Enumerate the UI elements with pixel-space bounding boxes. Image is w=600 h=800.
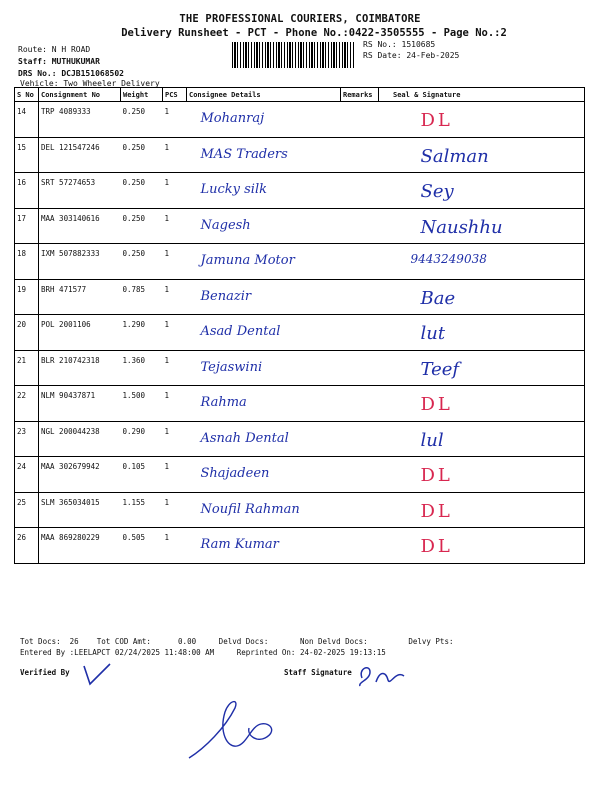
column-header: PCS: [163, 88, 187, 102]
serial-number-cell: 16: [15, 173, 39, 209]
drs-number: DRS No.: DCJB151068502: [18, 69, 124, 78]
handwritten-signature: 9443249038: [410, 252, 487, 266]
verified-signature-mark: [80, 660, 120, 688]
consignee-cell: [187, 386, 341, 422]
table-row: [15, 492, 585, 528]
handwritten-consignee: Shajadeen: [200, 466, 270, 481]
weight-cell: 0.250: [121, 102, 163, 138]
signature-cell: [379, 528, 585, 564]
signature-cell: [379, 137, 585, 173]
consignee-cell: [187, 350, 341, 386]
staff-label: Staff: MUTHUKUMAR: [18, 57, 100, 66]
consignee-cell: [187, 492, 341, 528]
weight-cell: 1.360: [121, 350, 163, 386]
column-header: Consignee Details: [187, 88, 341, 102]
remarks-cell: [341, 457, 379, 493]
weight-cell: 0.105: [121, 457, 163, 493]
handwritten-signature: Bae: [420, 287, 456, 309]
pieces-cell: 1: [163, 421, 187, 457]
table-header-row: [15, 88, 585, 102]
table-row: [15, 315, 585, 351]
runsheet-title: THE PROFESSIONAL COURIERS, COIMBATORE: [179, 13, 421, 25]
pieces-cell: 1: [163, 208, 187, 244]
staff-signature-label: Staff Signature: [284, 668, 352, 677]
handwritten-consignee: Lucky silk: [200, 182, 268, 197]
consignment-number-cell: BLR 210742318: [39, 350, 121, 386]
consignment-number-cell: NGL 200044238: [39, 421, 121, 457]
consignment-number-cell: MAA 303140616: [39, 208, 121, 244]
weight-cell: 0.250: [121, 244, 163, 280]
handwritten-consignee: Benazir: [200, 288, 252, 304]
consignment-number-cell: SRT 57274653: [39, 173, 121, 209]
remarks-cell: [341, 244, 379, 280]
rs-number: RS No.: 1510685: [363, 40, 436, 49]
serial-number-cell: 22: [15, 386, 39, 422]
handwritten-consignee: Mohanraj: [200, 111, 265, 126]
remarks-cell: [341, 492, 379, 528]
signature-cell: [379, 492, 585, 528]
consignee-cell: [187, 528, 341, 564]
pieces-cell: 1: [163, 528, 187, 564]
remarks-cell: [341, 350, 379, 386]
pieces-cell: 1: [163, 386, 187, 422]
pieces-cell: 1: [163, 173, 187, 209]
pieces-cell: 1: [163, 102, 187, 138]
serial-number-cell: 19: [15, 279, 39, 315]
pieces-cell: 1: [163, 457, 187, 493]
handwritten-consignee: Asad Dental: [200, 324, 281, 339]
remarks-cell: [341, 421, 379, 457]
staff-signature-mark: [356, 660, 416, 690]
signature-cell: [379, 244, 585, 280]
remarks-cell: [341, 102, 379, 138]
weight-cell: 0.250: [121, 137, 163, 173]
weight-cell: 1.500: [121, 386, 163, 422]
serial-number-cell: 25: [15, 492, 39, 528]
pieces-cell: 1: [163, 315, 187, 351]
signature-cell: [379, 386, 585, 422]
handwritten-signature: Teef: [420, 358, 460, 380]
handwritten-signature: lut: [420, 323, 446, 344]
vehicle-label: Vehicle: Two Wheeler Delivery: [20, 79, 160, 88]
consignment-number-cell: DEL 121547246: [39, 137, 121, 173]
remarks-cell: [341, 173, 379, 209]
consignee-cell: [187, 279, 341, 315]
pieces-cell: 1: [163, 244, 187, 280]
weight-cell: 0.505: [121, 528, 163, 564]
remarks-cell: [341, 137, 379, 173]
handwritten-signature: DL: [420, 465, 453, 486]
weight-cell: 0.250: [121, 208, 163, 244]
table-row: [15, 137, 585, 173]
consignee-cell: [187, 208, 341, 244]
verified-by-label: Verified By: [20, 668, 70, 677]
column-header: Weight: [121, 88, 163, 102]
route-label: Route: N H ROAD: [18, 45, 91, 54]
table-row: [15, 350, 585, 386]
consignee-cell: [187, 244, 341, 280]
weight-cell: 0.290: [121, 421, 163, 457]
handwritten-signature: DL: [420, 394, 453, 415]
table-row: [15, 208, 585, 244]
pieces-cell: 1: [163, 492, 187, 528]
barcode-image: [232, 42, 354, 68]
runsheet-subtitle: Delivery Runsheet - PCT - Phone No.:0422-3505555 - Page No.:2: [121, 27, 507, 39]
remarks-cell: [341, 279, 379, 315]
consignee-cell: [187, 457, 341, 493]
table-row: [15, 173, 585, 209]
runsheet-table: [14, 87, 585, 564]
pieces-cell: 1: [163, 350, 187, 386]
serial-number-cell: 18: [15, 244, 39, 280]
column-header: Consignment No: [39, 88, 121, 102]
signature-cell: [379, 315, 585, 351]
signature-cell: [379, 279, 585, 315]
handwritten-signature: Salman: [420, 145, 489, 167]
consignment-number-cell: TRP 4089333: [39, 102, 121, 138]
remarks-cell: [341, 528, 379, 564]
pieces-cell: 1: [163, 279, 187, 315]
serial-number-cell: 21: [15, 350, 39, 386]
remarks-cell: [341, 386, 379, 422]
table-row: [15, 457, 585, 493]
table-row: [15, 421, 585, 457]
handwritten-consignee: Asnah Dental: [200, 430, 289, 446]
weight-cell: 1.155: [121, 492, 163, 528]
signature-cell: [379, 173, 585, 209]
serial-number-cell: 20: [15, 315, 39, 351]
handwritten-consignee: Tejaswini: [200, 359, 263, 375]
consignment-number-cell: MAA 302679942: [39, 457, 121, 493]
totals-line: Tot Docs: 26 Tot COD Amt: 0.00 Delvd Docs: Non Delvd Docs: Delvy Pts:: [20, 637, 454, 646]
consignment-number-cell: MAA 869280229: [39, 528, 121, 564]
serial-number-cell: 23: [15, 421, 39, 457]
signature-cell: [379, 350, 585, 386]
handwritten-consignee: Ram Kumar: [200, 537, 279, 552]
pieces-cell: 1: [163, 137, 187, 173]
remarks-cell: [341, 208, 379, 244]
consignee-cell: [187, 315, 341, 351]
handwritten-consignee: Jamuna Motor: [200, 253, 295, 268]
column-header: Remarks: [341, 88, 379, 102]
consignment-number-cell: SLM 365034015: [39, 492, 121, 528]
rs-date: RS Date: 24-Feb-2025: [363, 51, 460, 60]
signature-cell: [379, 102, 585, 138]
handwritten-consignee: Nagesh: [200, 217, 251, 233]
handwritten-signature: DL: [420, 500, 453, 522]
remarks-cell: [341, 315, 379, 351]
handwritten-signature: DL: [420, 110, 453, 131]
serial-number-cell: 26: [15, 528, 39, 564]
handwritten-signature: lul: [420, 429, 444, 451]
table-row: [15, 528, 585, 564]
consignment-number-cell: BRH 471577: [39, 279, 121, 315]
entered-by-line: Entered By :LEELAPCT 02/24/2025 11:48:00 AM Reprinted On: 24-02-2025 19:13:15: [20, 648, 386, 657]
handwritten-consignee: Noufil Rahman: [200, 501, 300, 517]
table-row: [15, 279, 585, 315]
table-row: [15, 386, 585, 422]
serial-number-cell: 24: [15, 457, 39, 493]
serial-number-cell: 14: [15, 102, 39, 138]
handwritten-consignee: Rahma: [200, 395, 247, 410]
weight-cell: 0.785: [121, 279, 163, 315]
handwritten-signature: DL: [420, 536, 453, 557]
consignment-number-cell: POL 2001106: [39, 315, 121, 351]
consignee-cell: [187, 137, 341, 173]
consignee-cell: [187, 102, 341, 138]
table-row: [15, 102, 585, 138]
signature-cell: [379, 208, 585, 244]
handwritten-signature: Naushhu: [420, 216, 503, 238]
table-row: [15, 244, 585, 280]
signature-cell: [379, 421, 585, 457]
consignee-cell: [187, 421, 341, 457]
consignee-cell: [187, 173, 341, 209]
handwritten-signature-mark: [185, 688, 295, 768]
weight-cell: 1.290: [121, 315, 163, 351]
column-header: S No: [15, 88, 39, 102]
column-header: Seal & Signature: [379, 88, 585, 102]
signature-cell: [379, 457, 585, 493]
handwritten-signature: Sey: [420, 181, 454, 202]
consignment-number-cell: NLM 90437871: [39, 386, 121, 422]
weight-cell: 0.250: [121, 173, 163, 209]
serial-number-cell: 15: [15, 137, 39, 173]
serial-number-cell: 17: [15, 208, 39, 244]
handwritten-consignee: MAS Traders: [200, 146, 288, 162]
consignment-number-cell: IXM 507882333: [39, 244, 121, 280]
